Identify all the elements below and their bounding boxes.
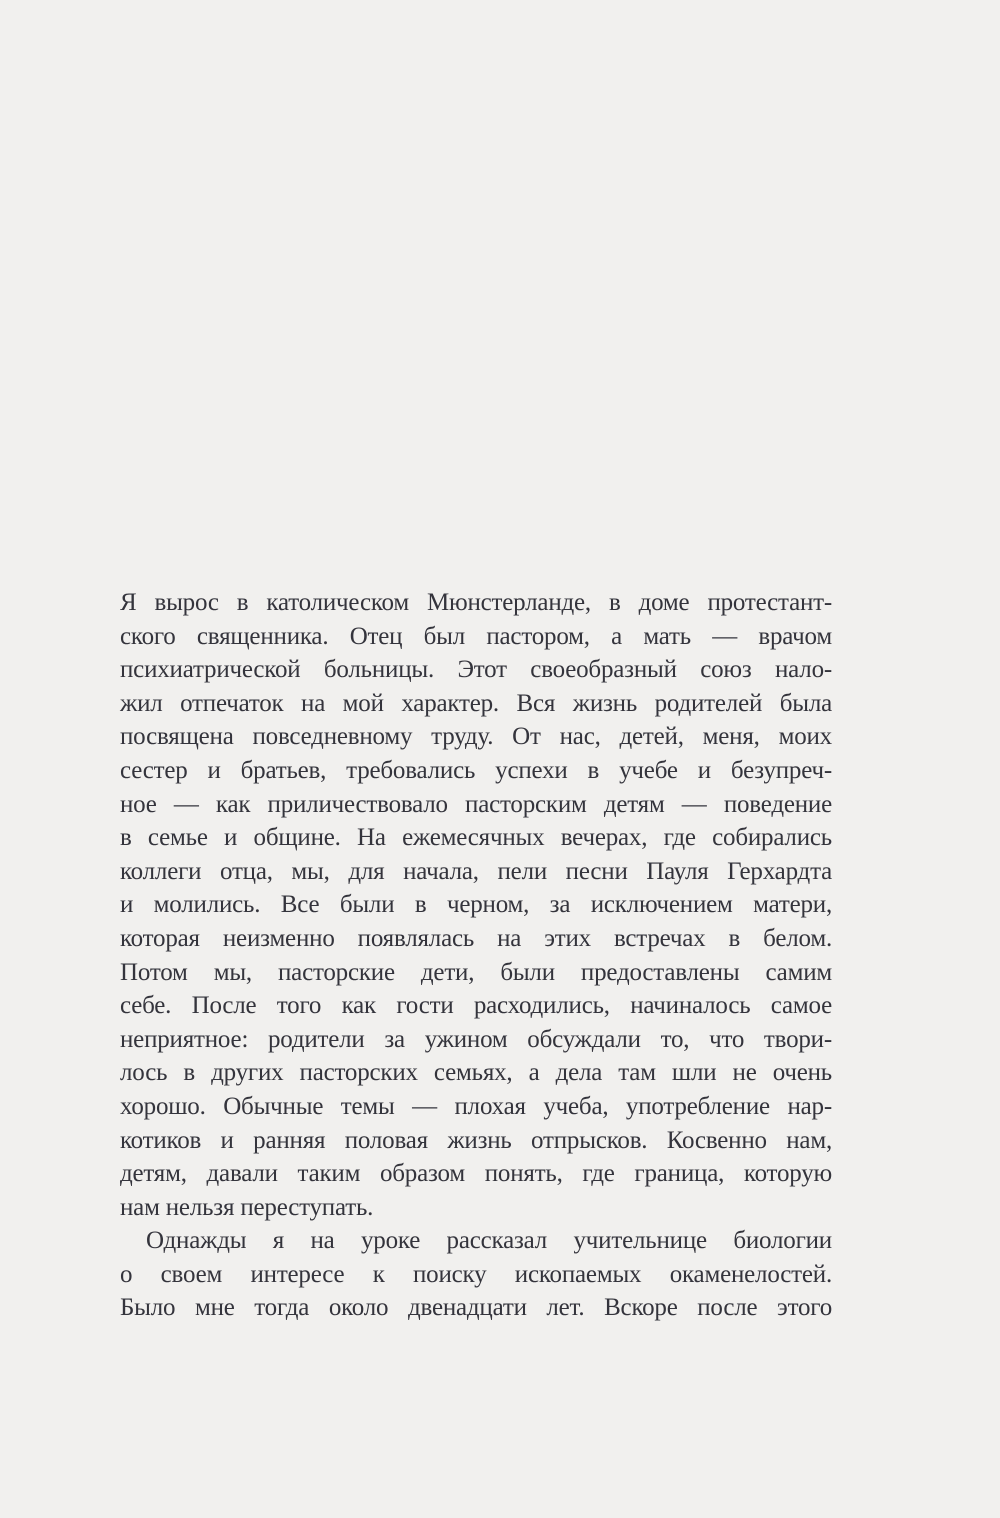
text-line: Было мне тогда около двенадцати лет. Вскоре после этого (120, 1294, 832, 1322)
text-line: котиков и ранняя половая жизнь отпрысков. Косвенно нам, (120, 1126, 832, 1154)
text-line: Я вырос в католическом Мюнстерланде, в доме протестант- (120, 589, 832, 616)
text-line: жил отпечаток на мой характер. Вся жизнь родителей была (120, 689, 832, 717)
text-line: посвящена повседневному труду. От нас, детей, меня, моих (120, 723, 832, 751)
text-line: о своем интересе к поиску ископаемых окаменелостей. (120, 1260, 832, 1288)
text-block (120, 586, 832, 1325)
text-line: в семье и общине. На ежемесячных вечерах, где собирались (120, 824, 832, 852)
text-line: сестер и братьев, требовались успехи в учебе и безупреч- (120, 756, 832, 784)
text-line: себе. После того как гости расходились, начиналось самое (120, 992, 832, 1020)
text-line: лось в других пасторских семьях, а дела там шли не очень (120, 1059, 832, 1087)
text-line: которая неизменно появлялась на этих встречах в белом. (120, 924, 832, 952)
text-line: и молились. Все были в черном, за исключением матери, (120, 891, 832, 919)
text-line: психиатрической больницы. Этот своеобразный союз нало- (120, 656, 832, 684)
text-line: нам нельзя переступать. (120, 1193, 374, 1221)
text-line: ского священника. Отец был пастором, а мать — врачом (120, 622, 832, 650)
text-line: хорошо. Обычные темы — плохая учеба, употребление нар- (120, 1092, 832, 1120)
text-line: детям, давали таким образом понять, где граница, которую (120, 1160, 832, 1188)
text-line: коллеги отца, мы, для начала, пели песни Пауля Герхардта (120, 857, 832, 885)
text-line: Однажды я на уроке рассказал учительнице биологии (146, 1227, 832, 1255)
text-line: ное — как приличествовало пасторским детям — поведение (120, 790, 832, 818)
text-line: неприятное: родители за ужином обсуждали то, что твори- (120, 1025, 832, 1053)
text-line: Потом мы, пасторские дети, были предоставлены самим (120, 958, 832, 986)
